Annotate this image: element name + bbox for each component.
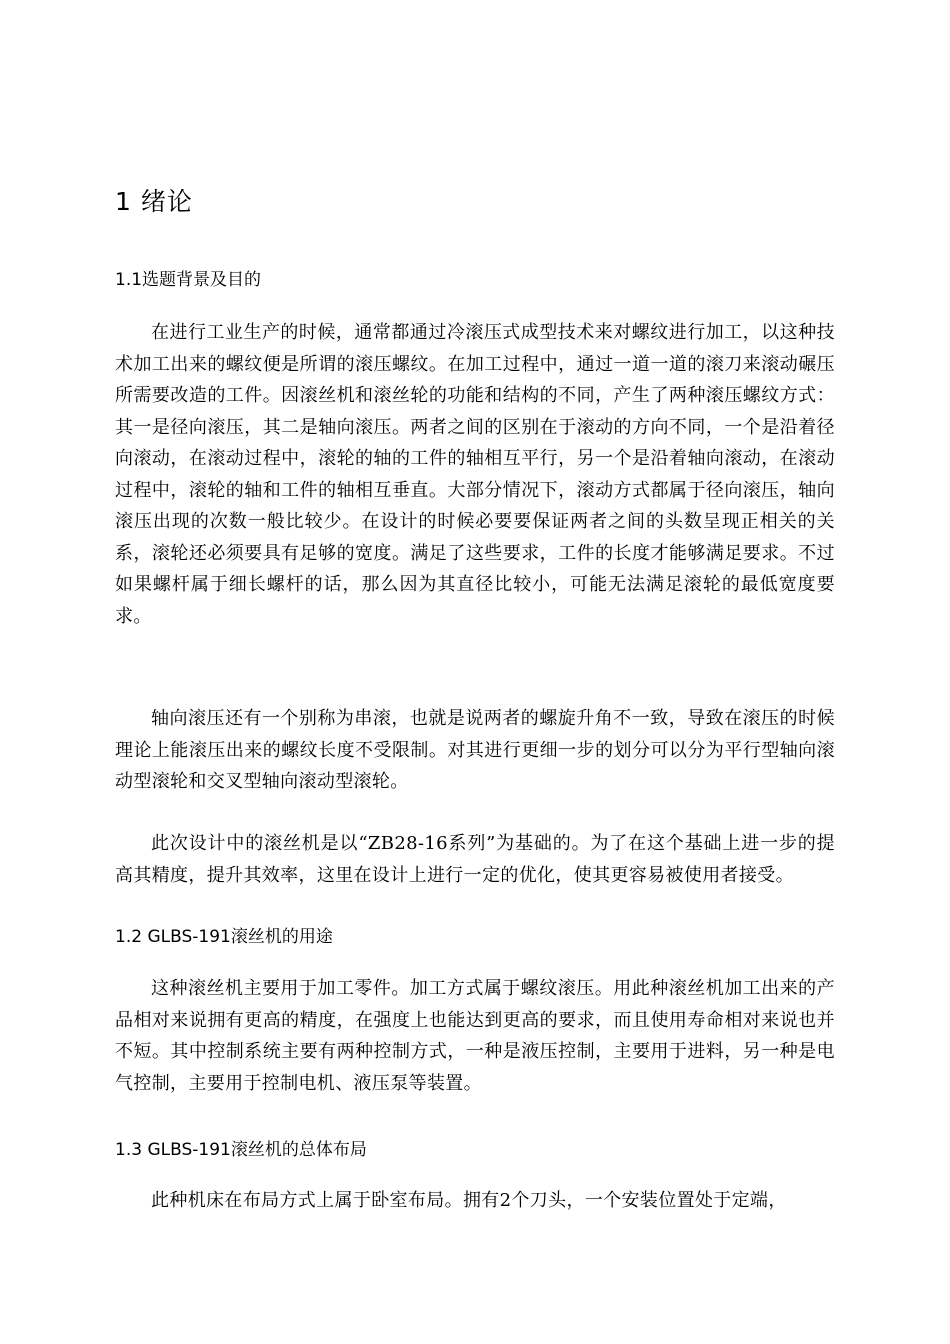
paragraph: 轴向滚压还有一个别称为串滚，也就是说两者的螺旋升角不一致，导致在滚压的时候理论上能滚压出来的螺纹长度不受限制。对其进行更细一步的划分可以分为平行型轴向滚动型滚轮和交叉型轴向滚动型滚轮。 <box>115 708 835 792</box>
section-heading-1-3: 1.3 GLBS-191滚丝机的总体布局 <box>115 1140 367 1160</box>
paragraph: 在进行工业生产的时候，通常都通过冷滚压式成型技术来对螺纹进行加工，以这种技术加工出来的螺纹便是所谓的滚压螺纹。在加工过程中，通过一道一道的滚刀来滚动碾压所需要改造的工件。因滚丝机和滚丝轮的功能和结构的不同，产生了两种滚压螺纹方式：其一是径向滚压，其二是轴向滚压。两者之间的区别在于滚动的方向不同，一个是沿着径向滚动，在滚动过程中，滚轮的轴的工件的轴相互平行，另一个是沿着轴向滚动，在滚动过程中，滚轮的轴和工件的轴相互垂直。大部分情况下，滚动方式都属于径向滚压，轴向滚压出现的次数一般比较少。在设计的时候必要要保证两者之间的头数呈现正相关的关系，滚轮还必须要具有足够的宽度。满足了这些要求，工件的长度才能够满足要求。不过如果螺杆属于细长螺杆的话，那么因为其直径比较小，可能无法满足滚轮的最低宽度要求。 <box>115 322 835 627</box>
paragraph: 这种滚丝机主要用于加工零件。加工方式属于螺纹滚压。用此种滚丝机加工出来的产品相对来说拥有更高的精度，在强度上也能达到更高的要求，而且使用寿命相对来说也并不短。其中控制系统主要有两种控制方式，一种是液压控制，主要用于进料，另一种是电气控制，主要用于控制电机、液压泵等装置。 <box>115 978 835 1094</box>
paragraph: 此次设计中的滚丝机是以“ZB28-16系列”为基础的。为了在这个基础上进一步的提高其精度，提升其效率，这里在设计上进行一定的优化，使其更容易被使用者接受。 <box>115 833 835 886</box>
section-heading-1-2: 1.2 GLBS-191滚丝机的用途 <box>115 927 333 947</box>
section-heading-1-1: 1.1选题背景及目的 <box>115 270 262 290</box>
paragraph: 此种机床在布局方式上属于卧室布局。拥有2个刀头，一个安装位置处于定端， <box>151 1190 787 1211</box>
chapter-title: 1 绪论 <box>115 187 193 216</box>
